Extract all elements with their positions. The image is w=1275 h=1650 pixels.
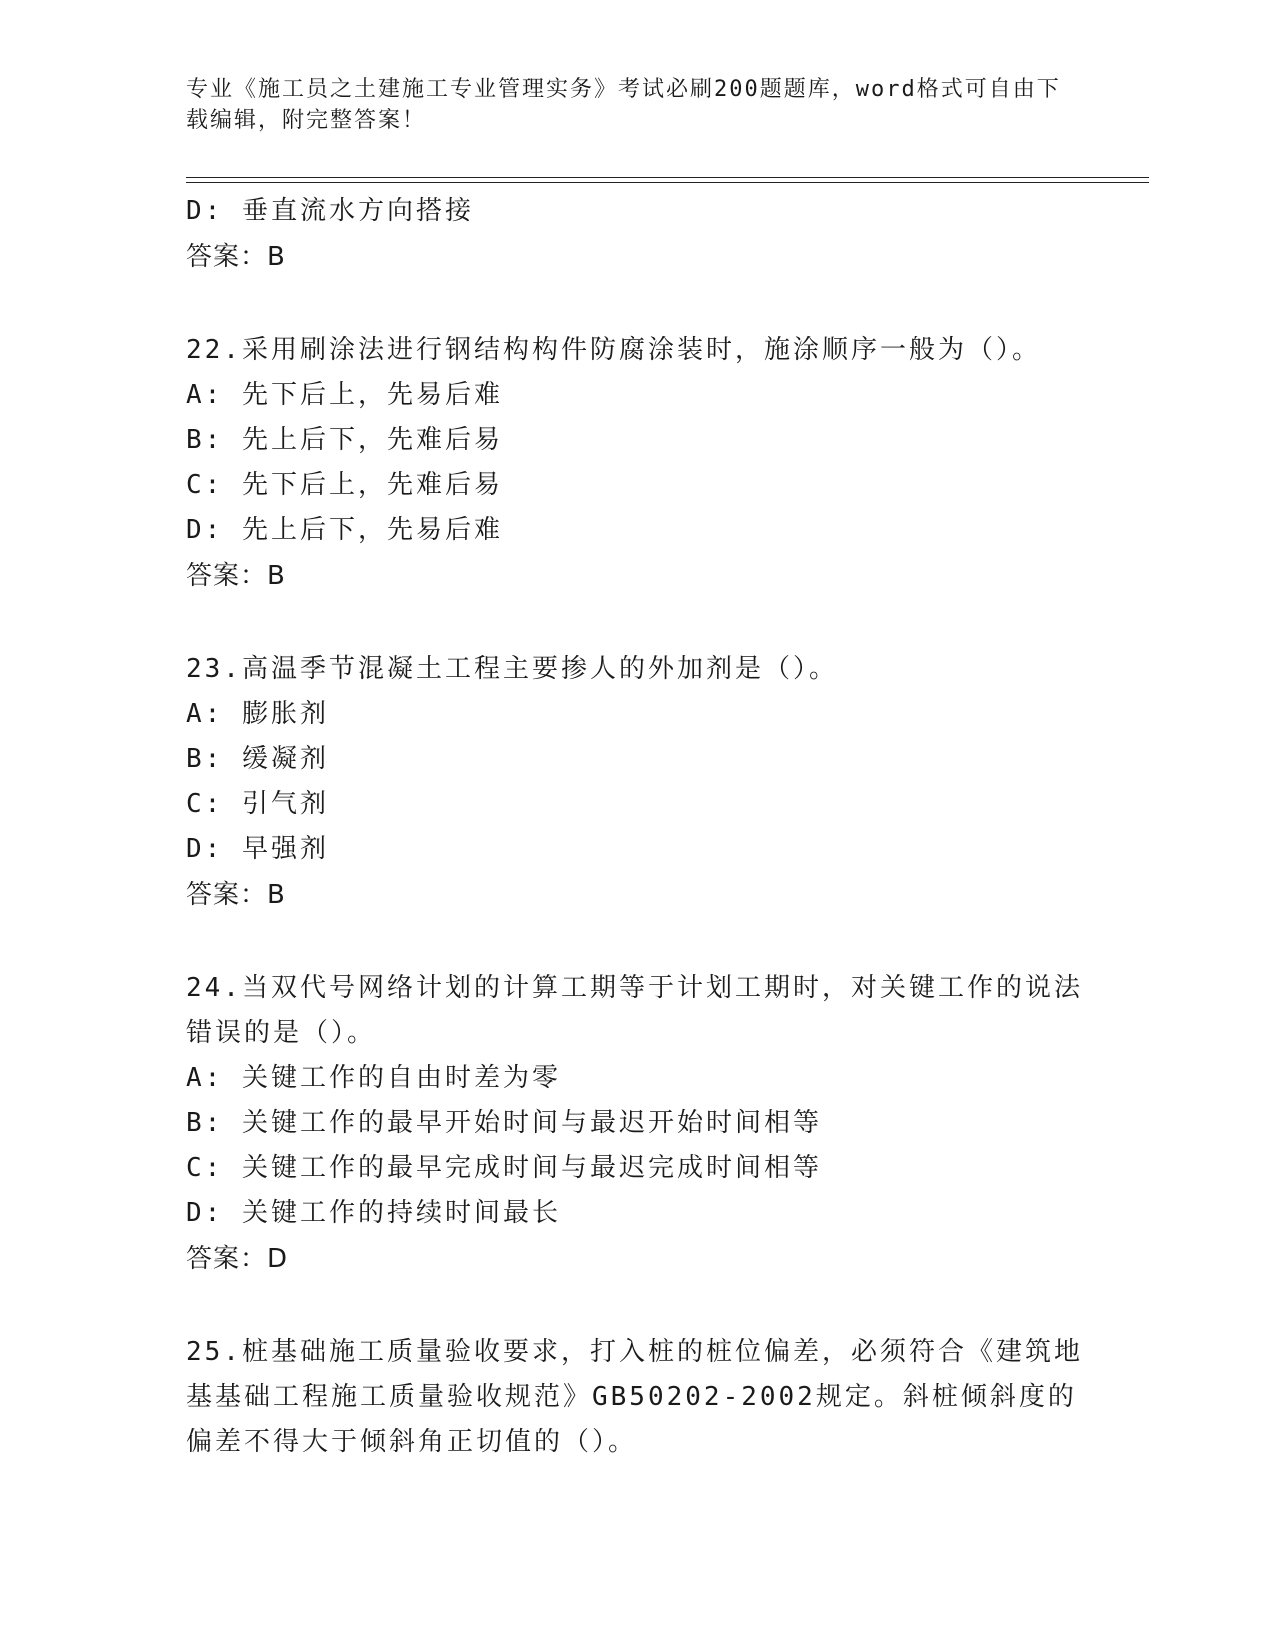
question-stem: 22.采用刷涂法进行钢结构构件防腐涂装时，施涂顺序一般为（）。	[186, 335, 1041, 365]
question-stem: 24.当双代号网络计划的计算工期等于计划工期时，对关键工作的说法错误的是（）。	[186, 973, 1083, 1048]
previous-question-answer: 答案：B	[186, 242, 286, 272]
question-answer: 答案：B	[186, 561, 286, 591]
question-stem: 25.桩基础施工质量验收要求，打入桩的桩位偏差，必须符合《建筑地基基础工程施工质量验收规范》GB50202-2002规定。斜桩倾斜度的偏差不得大于倾斜角正切值的（）。	[186, 1337, 1083, 1457]
option-c: C: 引气剂	[186, 789, 329, 819]
option-a: A: 膨胀剂	[186, 699, 329, 729]
option-d: D: 先上后下，先易后难	[186, 515, 503, 545]
question-list	[186, 189, 1086, 1465]
question-stem: 23.高温季节混凝土工程主要掺人的外加剂是（）。	[186, 654, 838, 684]
question-22	[186, 328, 1086, 599]
option-d: D: 早强剂	[186, 834, 329, 864]
option-c: C: 关键工作的最早完成时间与最迟完成时间相等	[186, 1153, 822, 1183]
header-divider	[186, 177, 1149, 183]
question-spacer	[186, 599, 1086, 647]
document-header: 专业《施工员之土建施工专业管理实务》考试必刷200题题库，word格式可自由下载编辑，附完整答案！	[186, 77, 1061, 133]
question-spacer	[186, 280, 1086, 328]
option-a: A: 先下后上，先易后难	[186, 380, 503, 410]
option-c: C: 先下后上，先难后易	[186, 470, 503, 500]
question-answer: 答案：D	[186, 1244, 289, 1274]
question-24	[186, 966, 1086, 1282]
option-b: B: 关键工作的最早开始时间与最迟开始时间相等	[186, 1108, 822, 1138]
option-b: B: 缓凝剂	[186, 744, 329, 774]
option-b: B: 先上后下，先难后易	[186, 425, 503, 455]
option-a: A: 关键工作的自由时差为零	[186, 1063, 561, 1093]
question-spacer	[186, 1282, 1086, 1330]
question-answer: 答案：B	[186, 880, 286, 910]
previous-question-option-d: D: 垂直流水方向搭接	[186, 196, 474, 226]
question-spacer	[186, 918, 1086, 966]
option-d: D: 关键工作的持续时间最长	[186, 1198, 561, 1228]
question-25	[186, 1330, 1086, 1465]
question-23	[186, 647, 1086, 918]
